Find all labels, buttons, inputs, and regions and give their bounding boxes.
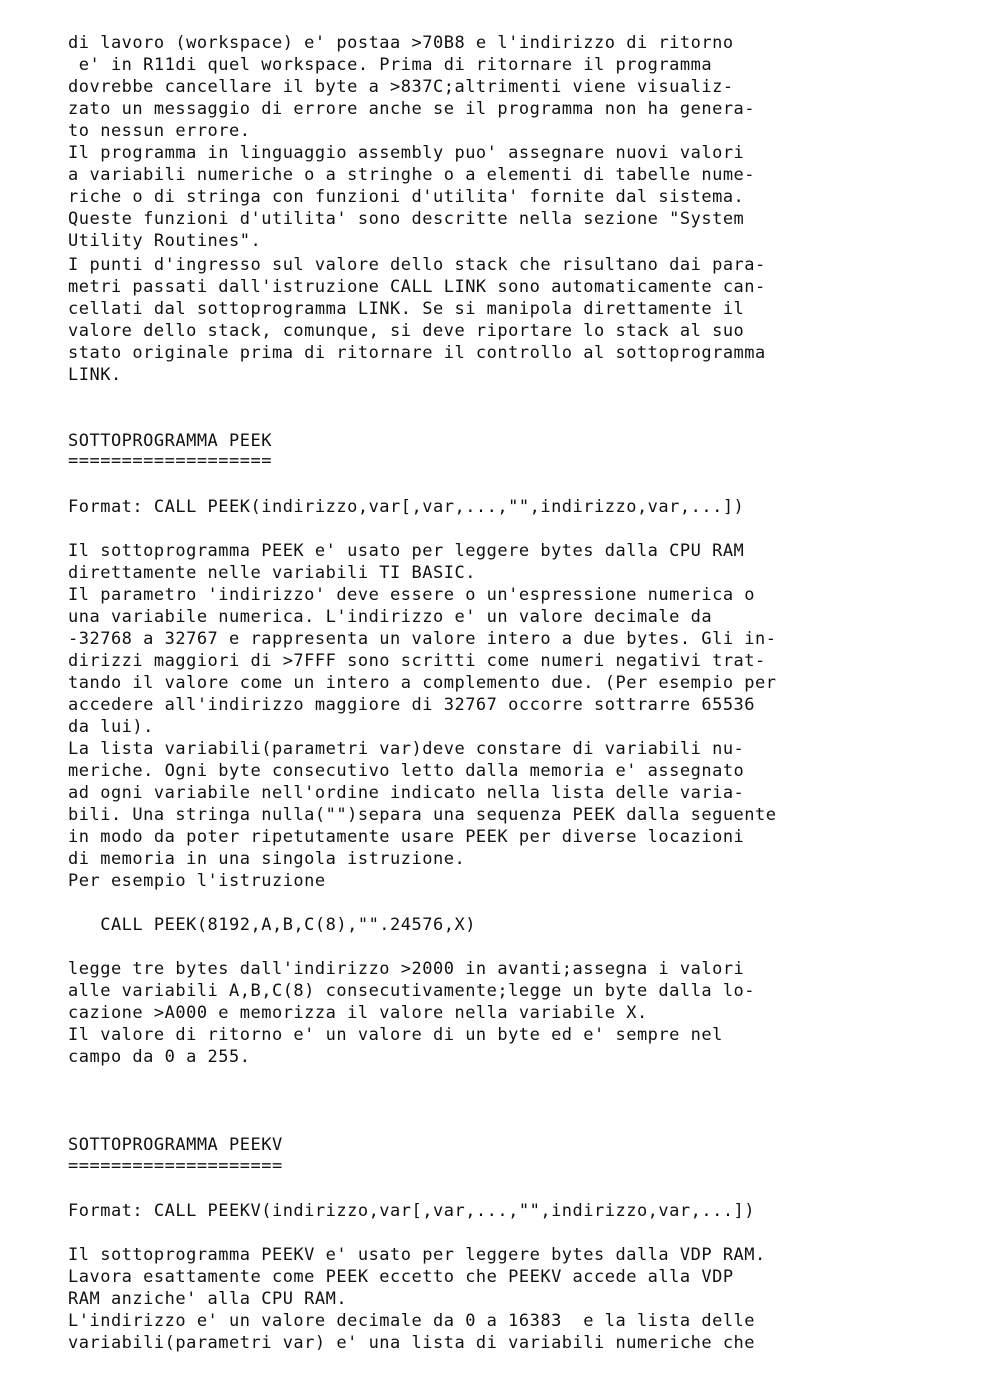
text-line: Il valore di ritorno e' un valore di un byte ed e' sempre nel	[68, 1025, 723, 1045]
text-line: Per esempio l'istruzione	[68, 871, 326, 891]
section-heading-peekv: SOTTOPROGRAMMA PEEKV	[68, 1135, 283, 1155]
text-line: di lavoro (workspace) e' postaa >70B8 e l'indirizzo di ritorno	[68, 33, 734, 53]
text-line: bili. Una stringa nulla("")separa una sequenza PEEK dalla seguente	[68, 805, 777, 825]
text-line: to nessun errore.	[68, 121, 251, 141]
text-line: da lui).	[68, 717, 154, 737]
section-underline: ===================	[68, 451, 272, 471]
text-line: La lista variabili(parametri var)deve constare di variabili nu-	[68, 739, 745, 759]
text-line: stato originale prima di ritornare il controllo al sottoprogramma	[68, 343, 766, 363]
text-line: variabili(parametri var) e' una lista di variabili numeriche che	[68, 1333, 756, 1353]
text-line: dirizzi maggiori di >7FFF sono scritti come numeri negativi trat-	[68, 651, 766, 671]
text-line: Utility Routines".	[68, 231, 262, 251]
text-line: campo da 0 a 255.	[68, 1047, 251, 1067]
text-line: RAM anziche' alla CPU RAM.	[68, 1289, 348, 1309]
text-line: accedere all'indirizzo maggiore di 32767 occorre sottrarre 65536	[68, 695, 756, 715]
section-underline: ====================	[68, 1156, 283, 1176]
text-line: ad ogni variabile nell'ordine indicato nella lista delle varia-	[68, 783, 745, 803]
format-line-peek: Format: CALL PEEK(indirizzo,var[,var,...,"",indirizzo,var,...])	[68, 497, 745, 517]
text-line: Queste funzioni d'utilita' sono descritte nella sezione "System	[68, 209, 745, 229]
text-line: zato un messaggio di errore anche se il programma non ha genera-	[68, 99, 756, 119]
text-line: direttamente nelle variabili TI BASIC.	[68, 563, 476, 583]
text-line: una variabile numerica. L'indirizzo e' un valore decimale da	[68, 607, 713, 627]
text-line: Il parametro 'indirizzo' deve essere o un'espressione numerica o	[68, 585, 756, 605]
text-line: L'indirizzo e' un valore decimale da 0 a 16383 e la lista delle	[68, 1311, 756, 1331]
text-line: e' in R11di quel workspace. Prima di ritornare il programma	[68, 55, 713, 75]
code-example: CALL PEEK(8192,A,B,C(8),"".24576,X)	[68, 915, 476, 935]
text-line: Il programma in linguaggio assembly puo' assegnare nuovi valori	[68, 143, 745, 163]
text-line: meriche. Ogni byte consecutivo letto dalla memoria e' assegnato	[68, 761, 745, 781]
text-line: dovrebbe cancellare il byte a >837C;altrimenti viene visualiz-	[68, 77, 734, 97]
text-line: Il sottoprogramma PEEK e' usato per leggere bytes dalla CPU RAM	[68, 541, 745, 561]
text-line: metri passati dall'istruzione CALL LINK sono automaticamente can-	[68, 277, 766, 297]
text-line: Il sottoprogramma PEEKV e' usato per leggere bytes dalla VDP RAM.	[68, 1245, 766, 1265]
text-line: -32768 a 32767 e rappresenta un valore intero a due bytes. Gli in-	[68, 629, 777, 649]
text-line: tando il valore come un intero a complemento due. (Per esempio per	[68, 673, 777, 693]
text-line: cazione >A000 e memorizza il valore nella variabile X.	[68, 1003, 648, 1023]
text-line: a variabili numeriche o a stringhe o a elementi di tabelle nume-	[68, 165, 756, 185]
section-heading-peek: SOTTOPROGRAMMA PEEK	[68, 431, 272, 451]
text-line: valore dello stack, comunque, si deve riportare lo stack al suo	[68, 321, 745, 341]
text-line: LINK.	[68, 365, 122, 385]
text-line: I punti d'ingresso sul valore dello stack che risultano dai para-	[68, 255, 766, 275]
format-line-peekv: Format: CALL PEEKV(indirizzo,var[,var,...,"",indirizzo,var,...])	[68, 1201, 756, 1221]
text-line: alle variabili A,B,C(8) consecutivamente;legge un byte dalla lo-	[68, 981, 756, 1001]
text-line: Lavora esattamente come PEEK eccetto che PEEKV accede alla VDP	[68, 1267, 734, 1287]
text-line: di memoria in una singola istruzione.	[68, 849, 466, 869]
text-line: riche o di stringa con funzioni d'utilita' fornite dal sistema.	[68, 187, 745, 207]
text-line: legge tre bytes dall'indirizzo >2000 in avanti;assegna i valori	[68, 959, 745, 979]
text-line: cellati dal sottoprogramma LINK. Se si manipola direttamente il	[68, 299, 745, 319]
text-line: in modo da poter ripetutamente usare PEEK per diverse locazioni	[68, 827, 745, 847]
